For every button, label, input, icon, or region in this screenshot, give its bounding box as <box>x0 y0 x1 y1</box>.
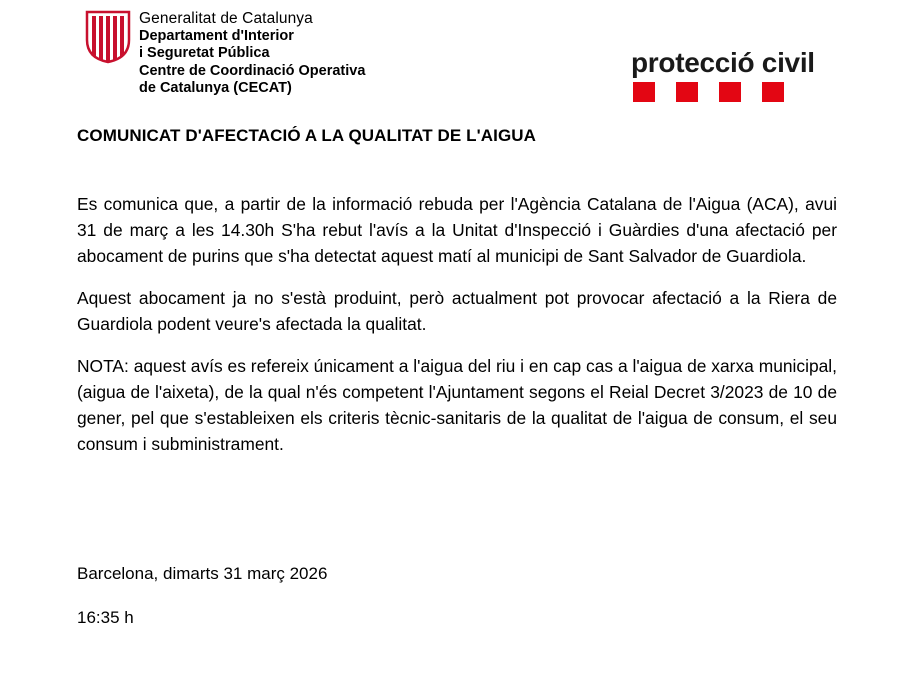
paragraph-announcement: Es comunica que, a partir de la informació rebuda per l'Agència Catalana de l'Aigua (ACA), avui 31 de març a les 14.30h S'ha rebut l'avís a la Unitat d'Inspecció i Guàrdies d'una afectació per abocament de purins que s'ha detectat aquest matí al municipi de Sant Salvador de Guardiola. <box>77 194 837 266</box>
org-line-generalitat: Generalitat de Catalunya <box>139 10 313 27</box>
org-line-department-cont: i Seguretat Pública <box>139 45 270 61</box>
paragraph-status: Aquest abocament ja no s'està produint, però actualment pot provocar afectació a la Riera de Guardiola podent veure's afectada la qualitat. <box>77 288 837 334</box>
org-line-centre-cont: de Catalunya (CECAT) <box>139 80 292 96</box>
brand-square <box>633 82 655 102</box>
brand-square <box>762 82 784 102</box>
organization-block <box>139 10 365 98</box>
issue-time: 16:35 h <box>77 608 134 627</box>
proteccio-civil-logo <box>631 48 815 78</box>
brand-square <box>676 82 698 102</box>
place-date: Barcelona, dimarts 31 març 2026 <box>77 564 328 583</box>
brand-squares-icon <box>631 82 831 102</box>
paragraph-note: NOTA: aquest avís es refereix únicament a l'aigua del riu i en cap cas a l'aigua de xarxa municipal, (aigua de l'aixeta), de la qual n'és competent l'Ajuntament segons el Reial Decret 3/2023 de 10 de gener, pel que s'estableixen els criteris tècnic-sanitaris de la qualitat de l'aigua de consum, el seu consum i subministrament. <box>77 356 837 454</box>
document-title: COMUNICAT D'AFECTACIÓ A LA QUALITAT DE L'AIGUA <box>77 126 537 145</box>
brand-square <box>719 82 741 102</box>
document-header <box>0 0 921 120</box>
org-line-centre: Centre de Coordinació Operativa <box>139 62 366 79</box>
document-body <box>77 191 837 473</box>
brand-name: protecció civil <box>631 47 815 78</box>
generalitat-logo-icon <box>85 10 131 64</box>
org-line-department: Departament d'Interior <box>139 27 294 44</box>
